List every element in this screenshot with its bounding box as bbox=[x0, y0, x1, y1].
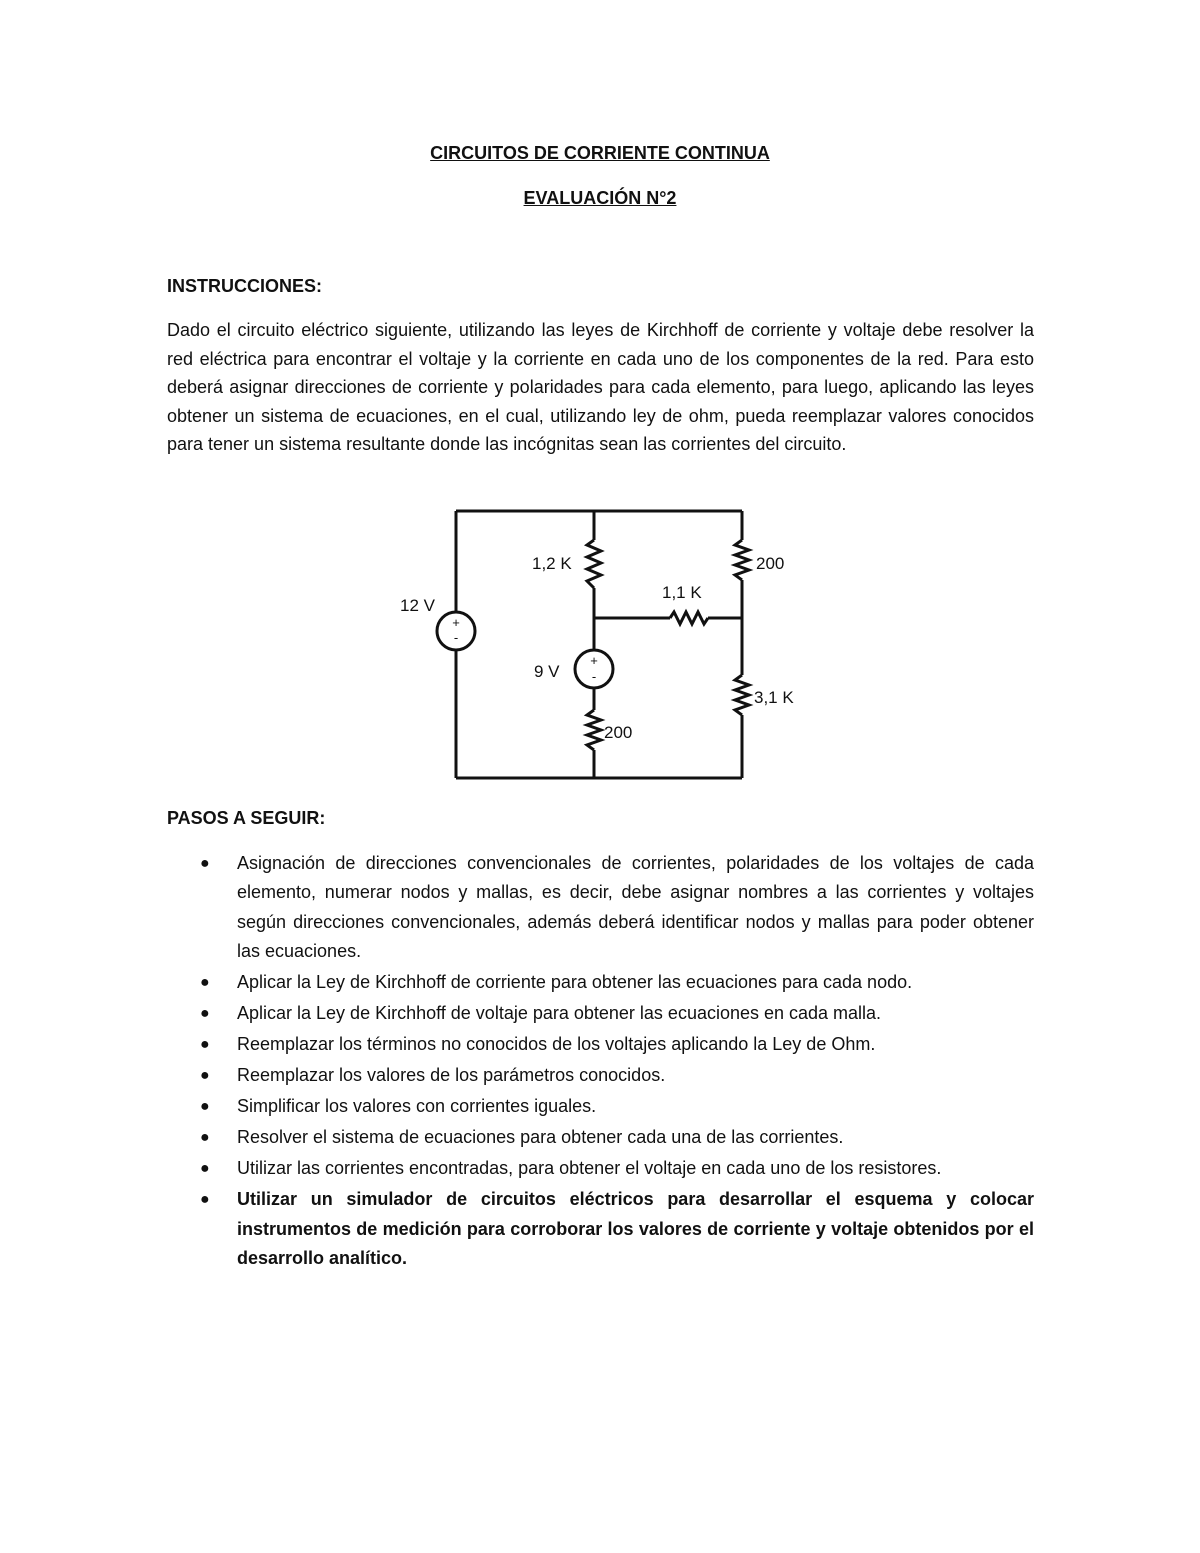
label-9v: 9 V bbox=[534, 662, 560, 681]
bullet-icon: ● bbox=[200, 1129, 210, 1147]
steps-list bbox=[167, 849, 1034, 1275]
document-title: CIRCUITOS DE CORRIENTE CONTINUA bbox=[430, 143, 770, 163]
list-item bbox=[167, 1185, 1034, 1273]
document-subtitle: EVALUACIÓN N°2 bbox=[523, 188, 677, 208]
bullet-icon: ● bbox=[200, 1005, 210, 1023]
list-item bbox=[167, 1123, 1034, 1152]
label-12v: 12 V bbox=[400, 596, 435, 615]
source-9v-plus: + bbox=[590, 653, 598, 668]
step-text: Asignación de direcciones convencionales de corrientes, polaridades de los voltajes de cada elemento, numerar nodos y mallas, es decir, debe asignar nombres a las corrientes y voltajes según direcciones convencionales, además deberá identificar nodos y mallas para poder obtener las ecuaciones. bbox=[237, 853, 1034, 962]
resistor-3k1 bbox=[735, 675, 749, 715]
bullet-icon: ● bbox=[200, 855, 210, 872]
list-item bbox=[167, 1030, 1034, 1059]
step-text: Utilizar un simulador de circuitos eléctricos para desarrollar el esquema y colocar instrumentos de medición para corroborar los valores de corriente y voltaje obtenidos por el desarrollo analítico. bbox=[237, 1189, 1034, 1269]
resistor-1k2 bbox=[587, 540, 601, 588]
instructions-heading: INSTRUCCIONES: bbox=[167, 276, 323, 296]
bullet-icon: ● bbox=[200, 1191, 210, 1209]
label-3k1: 3,1 K bbox=[754, 688, 794, 707]
bullet-icon: ● bbox=[200, 1160, 210, 1178]
list-item bbox=[167, 1092, 1034, 1121]
steps-heading: PASOS A SEGUIR: bbox=[167, 808, 326, 828]
list-item bbox=[167, 999, 1034, 1028]
source-12v-plus: + bbox=[452, 615, 460, 630]
step-text: Aplicar la Ley de Kirchhoff de voltaje para obtener las ecuaciones en cada malla. bbox=[237, 1003, 882, 1024]
resistor-200-top bbox=[735, 540, 749, 580]
source-12v-minus: - bbox=[453, 630, 459, 645]
source-9v-minus: - bbox=[591, 669, 597, 684]
label-1k1: 1,1 K bbox=[662, 583, 702, 602]
bullet-icon: ● bbox=[200, 974, 210, 992]
step-text: Utilizar las corrientes encontradas, para obtener el voltaje en cada uno de los resistores. bbox=[237, 1158, 942, 1179]
instructions-paragraph: Dado el circuito eléctrico siguiente, utilizando las leyes de Kirchhoff de corriente y voltaje debe resolver la red eléctrica para encontrar el voltaje y la corriente en cada uno de los componentes de la red. Para esto deberá asignar direcciones de corriente y polaridades para cada elemento, para luego, aplicando las leyes obtener un sistema de ecuaciones, en el cual, utilizando ley de ohm, pueda reemplazar valores conocidos para tener un sistema resultante donde las incógnitas sean las corrientes del circuito. bbox=[167, 320, 1034, 455]
step-text: Reemplazar los valores de los parámetros conocidos. bbox=[237, 1065, 666, 1086]
step-text: Simplificar los valores con corrientes iguales. bbox=[237, 1096, 597, 1117]
list-item bbox=[167, 1061, 1034, 1090]
step-text: Reemplazar los términos no conocidos de los voltajes aplicando la Ley de Ohm. bbox=[237, 1034, 876, 1055]
step-text: Aplicar la Ley de Kirchhoff de corriente para obtener las ecuaciones para cada nodo. bbox=[237, 972, 913, 993]
resistor-200-bottom bbox=[587, 710, 601, 750]
list-item bbox=[167, 968, 1034, 997]
step-text: Resolver el sistema de ecuaciones para obtener cada una de las corrientes. bbox=[237, 1127, 844, 1148]
list-item bbox=[167, 1154, 1034, 1183]
bullet-icon: ● bbox=[200, 1036, 210, 1054]
label-1k2: 1,2 K bbox=[532, 554, 572, 573]
resistor-1k1 bbox=[670, 612, 708, 624]
label-200-bottom: 200 bbox=[604, 723, 633, 742]
list-item bbox=[167, 849, 1034, 967]
label-200-top: 200 bbox=[756, 554, 785, 573]
bullet-icon: ● bbox=[200, 1098, 210, 1116]
circuit-diagram bbox=[390, 500, 810, 790]
bullet-icon: ● bbox=[200, 1067, 210, 1085]
